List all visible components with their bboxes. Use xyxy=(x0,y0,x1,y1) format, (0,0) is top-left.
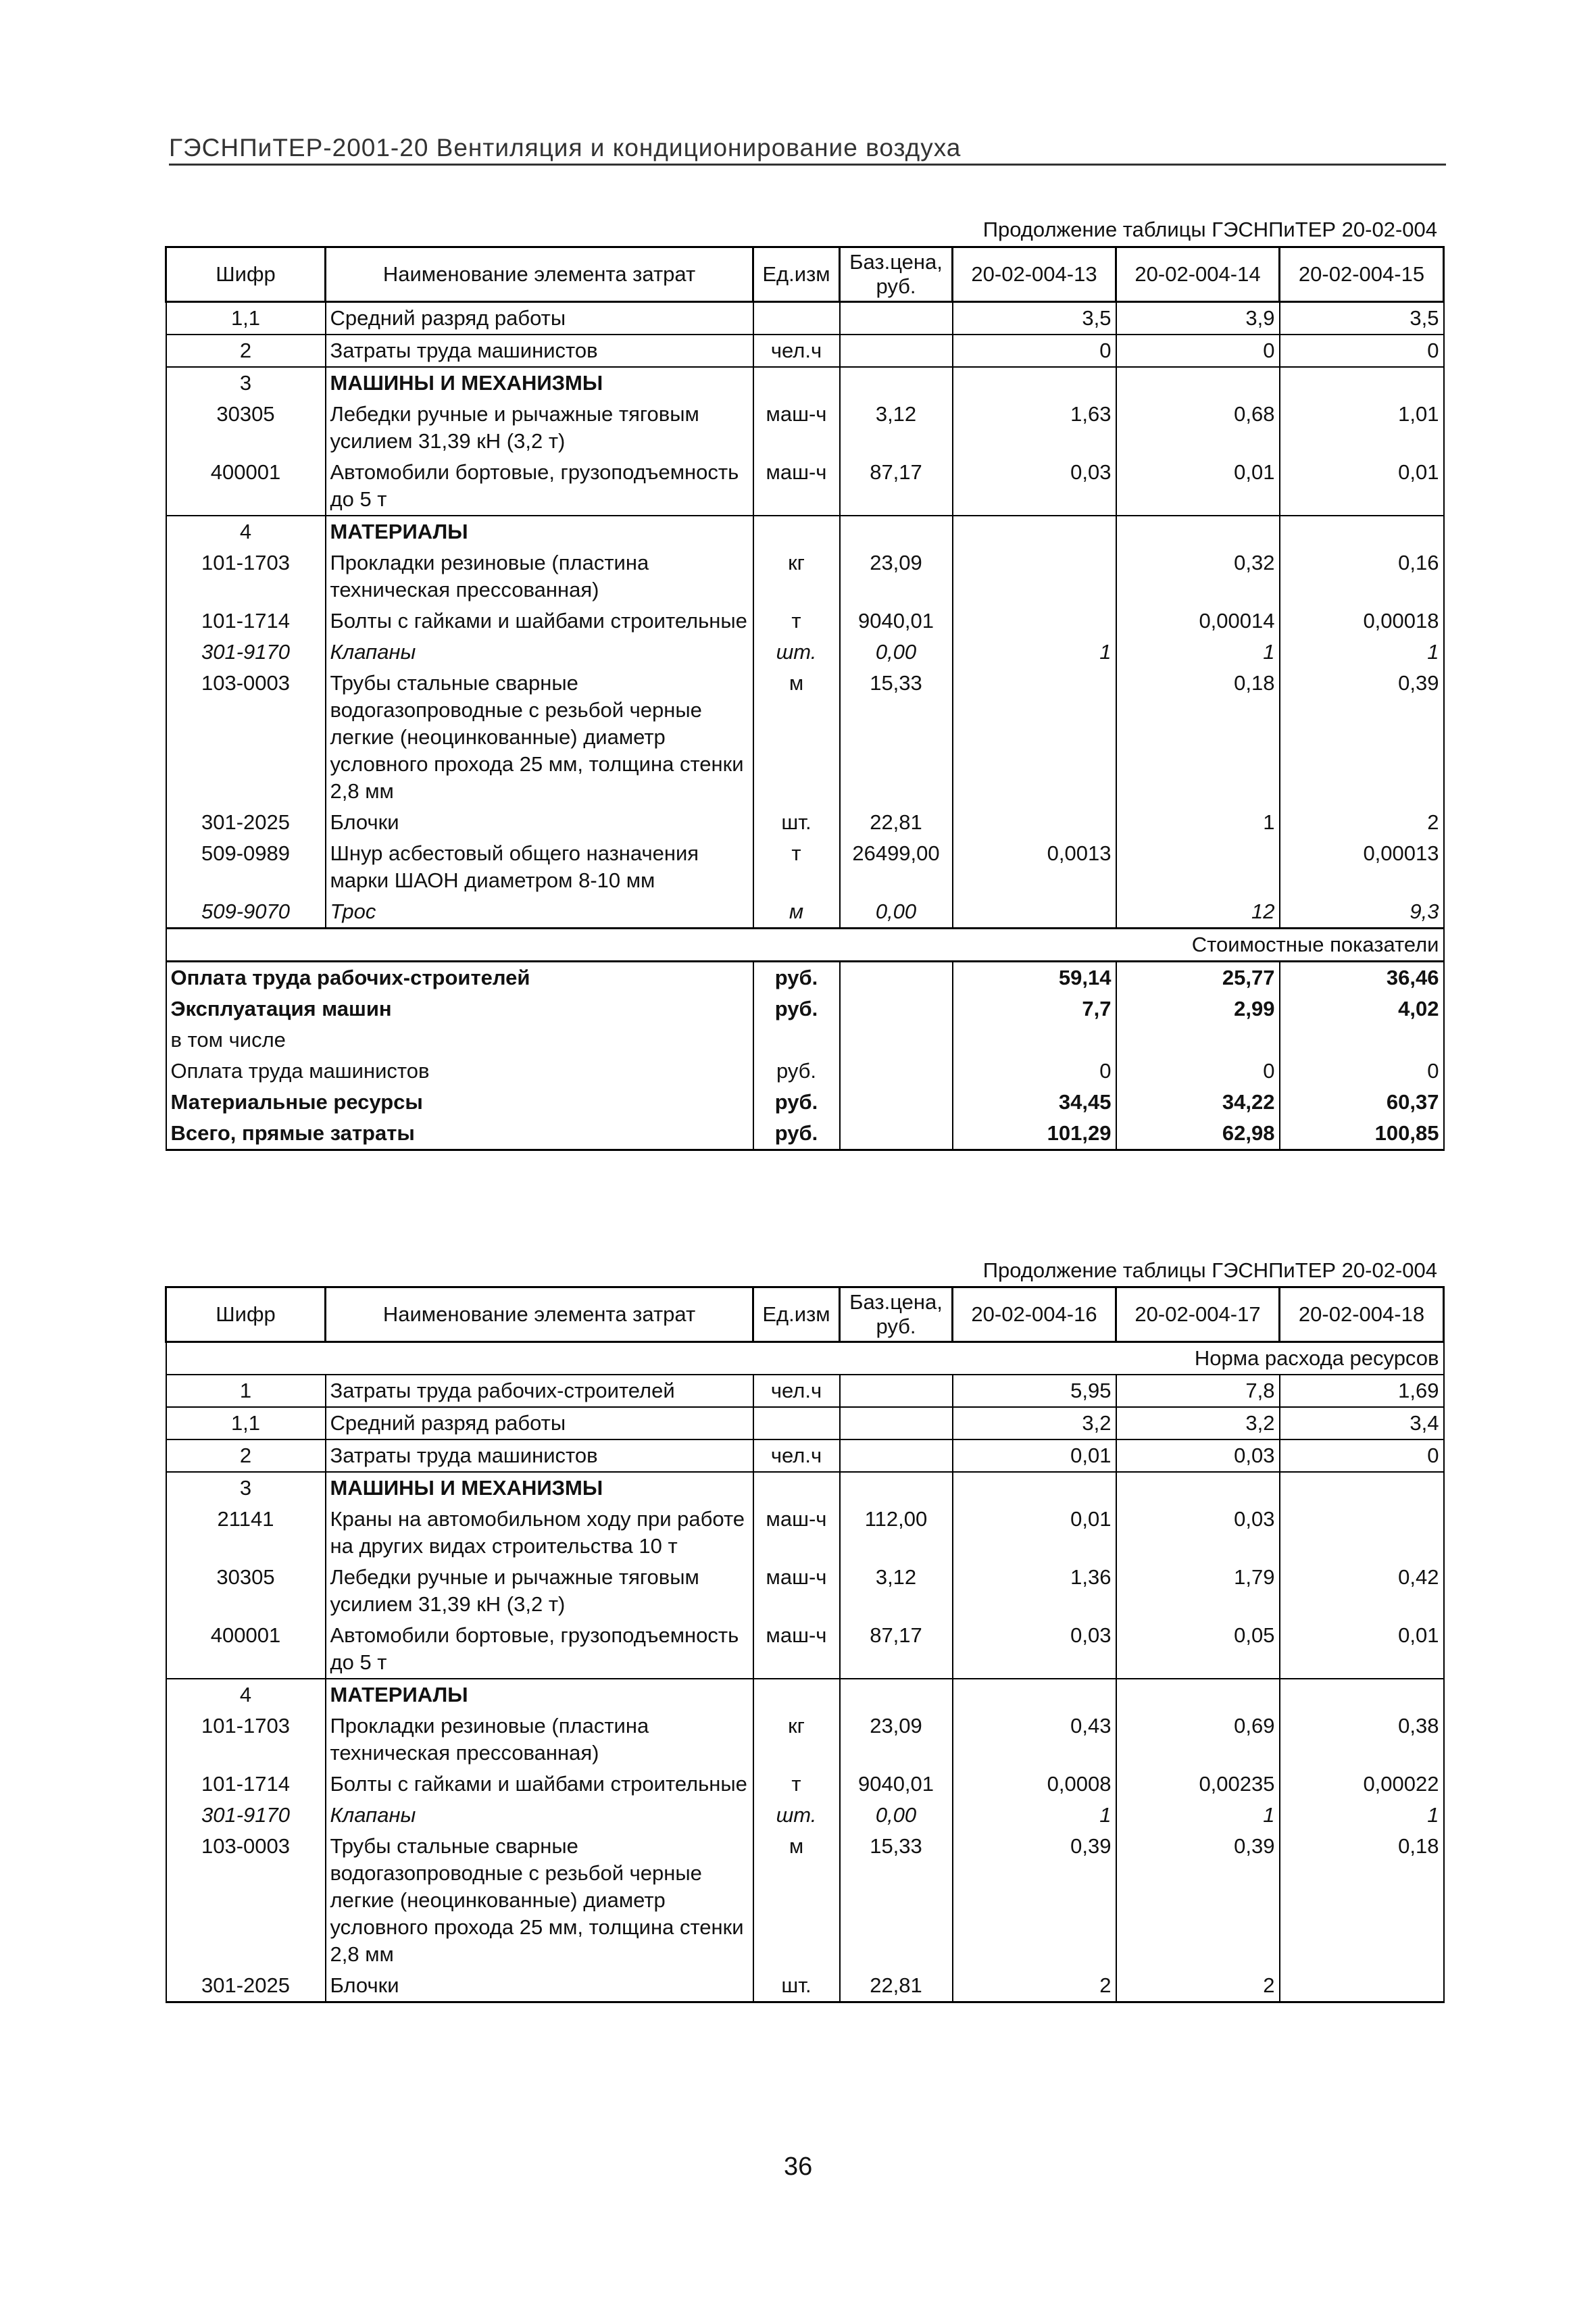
row-value xyxy=(1280,367,1444,399)
row-value xyxy=(1116,1679,1280,1710)
cost-unit: руб. xyxy=(753,1056,840,1087)
row-code: 4 xyxy=(166,1679,326,1710)
row-price: 9040,01 xyxy=(840,606,953,637)
cost-name: Оплата труда рабочих-строителей xyxy=(166,962,753,994)
row-unit: кг xyxy=(753,1710,840,1769)
row-name: Клапаны xyxy=(326,637,753,668)
table-row xyxy=(166,399,1444,457)
row-unit: т xyxy=(753,1769,840,1800)
row-unit: чел.ч xyxy=(753,1439,840,1472)
row-price xyxy=(840,1439,953,1472)
row-price xyxy=(840,1407,953,1439)
row-value: 0 xyxy=(953,335,1116,367)
row-name: Блочки xyxy=(326,1970,753,2002)
page-header: ГЭСНПиТЕР-2001-20 Вентиляция и кондиционирование воздуха xyxy=(169,134,1446,166)
row-value: 0,01 xyxy=(1116,457,1280,516)
row-value: 0,00018 xyxy=(1280,606,1444,637)
row-code: 101-1714 xyxy=(166,1769,326,1800)
table-row xyxy=(166,637,1444,668)
row-price xyxy=(840,1679,953,1710)
table-header-row xyxy=(166,247,1444,302)
table-row xyxy=(166,807,1444,838)
row-value xyxy=(1116,516,1280,547)
row-code: 1,1 xyxy=(166,1407,326,1439)
row-name: Трубы стальные сварные водогазопроводные с резьбой черные легкие (неоцинкованные) диаметр условного прохода 25 мм, толщина стенки 2,8 мм xyxy=(326,1831,753,1970)
row-unit: м xyxy=(753,1831,840,1970)
cost-row xyxy=(166,1056,1444,1087)
row-price: 112,00 xyxy=(840,1504,953,1562)
row-name: Краны на автомобильном ходу при работе на других видах строительства 10 т xyxy=(326,1504,753,1562)
row-price: 23,09 xyxy=(840,1710,953,1769)
table2 xyxy=(165,1286,1445,2003)
row-value: 0,18 xyxy=(1280,1831,1444,1970)
row-price: 15,33 xyxy=(840,1831,953,1970)
row-value xyxy=(1280,516,1444,547)
header-col-code: 20-02-004-13 xyxy=(953,247,1116,302)
cost-value: 101,29 xyxy=(953,1118,1116,1150)
cost-unit: руб. xyxy=(753,1118,840,1150)
row-unit: шт. xyxy=(753,1970,840,2002)
header-code: Шифр xyxy=(166,1287,326,1342)
row-name: Затраты труда машинистов xyxy=(326,335,753,367)
table-row xyxy=(166,896,1444,929)
cost-price-empty xyxy=(840,962,953,994)
row-unit: шт. xyxy=(753,1800,840,1831)
row-code: 509-9070 xyxy=(166,896,326,929)
row-code: 101-1703 xyxy=(166,1710,326,1769)
row-price xyxy=(840,335,953,367)
row-value: 3,2 xyxy=(1116,1407,1280,1439)
header-price: Баз.цена, руб. xyxy=(840,1287,953,1342)
row-code: 301-9170 xyxy=(166,1800,326,1831)
row-value: 1,36 xyxy=(953,1562,1116,1620)
row-value: 0,39 xyxy=(1280,668,1444,807)
row-value: 2 xyxy=(953,1970,1116,2002)
row-code: 101-1703 xyxy=(166,547,326,606)
row-value xyxy=(1280,1970,1444,2002)
row-value: 1,79 xyxy=(1116,1562,1280,1620)
row-price xyxy=(840,367,953,399)
row-value: 0,38 xyxy=(1280,1710,1444,1769)
row-unit: маш-ч xyxy=(753,457,840,516)
cost-price-empty xyxy=(840,1118,953,1150)
row-value: 0,01 xyxy=(953,1504,1116,1562)
row-value xyxy=(953,367,1116,399)
row-value: 0,0008 xyxy=(953,1769,1116,1800)
row-name: Средний разряд работы xyxy=(326,1407,753,1439)
row-code: 103-0003 xyxy=(166,1831,326,1970)
row-unit xyxy=(753,302,840,335)
row-value: 0,00013 xyxy=(1280,838,1444,896)
cost-value: 0 xyxy=(1280,1056,1444,1087)
row-value xyxy=(953,1472,1116,1504)
row-value: 0,68 xyxy=(1116,399,1280,457)
row-price: 3,12 xyxy=(840,1562,953,1620)
row-code: 1,1 xyxy=(166,302,326,335)
table-row xyxy=(166,606,1444,637)
table-row xyxy=(166,547,1444,606)
row-value xyxy=(953,668,1116,807)
header-col-code: 20-02-004-18 xyxy=(1280,1287,1444,1342)
cost-label: Стоимостные показатели xyxy=(166,929,1444,962)
table-row xyxy=(166,335,1444,367)
row-value xyxy=(953,1679,1116,1710)
row-unit xyxy=(753,1679,840,1710)
row-value: 1 xyxy=(1116,807,1280,838)
row-value: 7,8 xyxy=(1116,1375,1280,1407)
row-unit: м xyxy=(753,668,840,807)
row-value: 1,63 xyxy=(953,399,1116,457)
cost-value xyxy=(953,1025,1116,1056)
row-code: 1 xyxy=(166,1375,326,1407)
row-name: Трубы стальные сварные водогазопроводные с резьбой черные легкие (неоцинкованные) диаметр условного прохода 25 мм, толщина стенки 2,8 мм xyxy=(326,668,753,807)
cost-label-row xyxy=(166,929,1444,962)
cost-unit: руб. xyxy=(753,993,840,1025)
row-code: 509-0989 xyxy=(166,838,326,896)
row-unit: т xyxy=(753,606,840,637)
row-unit xyxy=(753,516,840,547)
row-unit: чел.ч xyxy=(753,1375,840,1407)
row-value: 1 xyxy=(953,1800,1116,1831)
header-col-code: 20-02-004-15 xyxy=(1280,247,1444,302)
row-name: Автомобили бортовые, грузоподъемность до 5 т xyxy=(326,1620,753,1679)
row-value: 0,01 xyxy=(1280,457,1444,516)
page-number: 36 xyxy=(784,2152,813,2181)
cost-name: Всего, прямые затраты xyxy=(166,1118,753,1150)
row-price: 0,00 xyxy=(840,637,953,668)
row-code: 103-0003 xyxy=(166,668,326,807)
row-name: Болты с гайками и шайбами строительные xyxy=(326,1769,753,1800)
row-code: 21141 xyxy=(166,1504,326,1562)
table-row xyxy=(166,1800,1444,1831)
row-price xyxy=(840,1472,953,1504)
row-price xyxy=(840,516,953,547)
table-row xyxy=(166,302,1444,335)
row-name: Клапаны xyxy=(326,1800,753,1831)
cost-value: 34,45 xyxy=(953,1087,1116,1118)
row-code: 30305 xyxy=(166,399,326,457)
row-unit: маш-ч xyxy=(753,399,840,457)
row-value: 0,03 xyxy=(953,457,1116,516)
header-price: Баз.цена, руб. xyxy=(840,247,953,302)
row-value: 0,00014 xyxy=(1116,606,1280,637)
cost-value: 36,46 xyxy=(1280,962,1444,994)
row-value: 0,43 xyxy=(953,1710,1116,1769)
row-code: 301-9170 xyxy=(166,637,326,668)
header-col-code: 20-02-004-17 xyxy=(1116,1287,1280,1342)
row-value: 1 xyxy=(1116,637,1280,668)
row-value: 3,2 xyxy=(953,1407,1116,1439)
row-value: 0,18 xyxy=(1116,668,1280,807)
table-row xyxy=(166,1375,1444,1407)
row-code: 301-2025 xyxy=(166,807,326,838)
row-value xyxy=(953,547,1116,606)
row-code: 2 xyxy=(166,335,326,367)
cost-unit xyxy=(753,1025,840,1056)
header-code: Шифр xyxy=(166,247,326,302)
row-value: 0 xyxy=(1280,335,1444,367)
table2-caption: Продолжение таблицы ГЭСНПиТЕР 20-02-004 xyxy=(982,1258,1437,1282)
row-price: 15,33 xyxy=(840,668,953,807)
row-price: 3,12 xyxy=(840,399,953,457)
table-row xyxy=(166,1504,1444,1562)
table-row xyxy=(166,1710,1444,1769)
row-value xyxy=(1280,1679,1444,1710)
row-name: Автомобили бортовые, грузоподъемность до 5 т xyxy=(326,457,753,516)
row-name: МАТЕРИАЛЫ xyxy=(326,1679,753,1710)
row-value: 0,69 xyxy=(1116,1710,1280,1769)
table-row xyxy=(166,367,1444,399)
row-name: МАТЕРИАЛЫ xyxy=(326,516,753,547)
row-value xyxy=(1116,367,1280,399)
row-value: 3,5 xyxy=(1280,302,1444,335)
row-value xyxy=(953,896,1116,929)
cost-value: 2,99 xyxy=(1116,993,1280,1025)
row-value: 0,39 xyxy=(953,1831,1116,1970)
cost-value: 60,37 xyxy=(1280,1087,1444,1118)
row-value xyxy=(953,807,1116,838)
row-value xyxy=(1116,1472,1280,1504)
cost-price-empty xyxy=(840,993,953,1025)
row-value xyxy=(1280,1504,1444,1562)
row-value: 0,05 xyxy=(1116,1620,1280,1679)
row-unit xyxy=(753,367,840,399)
header-col-code: 20-02-004-14 xyxy=(1116,247,1280,302)
row-code: 3 xyxy=(166,367,326,399)
table-row xyxy=(166,1970,1444,2002)
cost-row xyxy=(166,1025,1444,1056)
row-code: 301-2025 xyxy=(166,1970,326,2002)
row-name: Лебедки ручные и рычажные тяговым усилием 31,39 кН (3,2 т) xyxy=(326,399,753,457)
row-value: 2 xyxy=(1116,1970,1280,2002)
row-price: 0,00 xyxy=(840,1800,953,1831)
row-unit xyxy=(753,1407,840,1439)
row-price: 22,81 xyxy=(840,807,953,838)
row-code: 400001 xyxy=(166,457,326,516)
table-row xyxy=(166,1439,1444,1472)
cost-unit: руб. xyxy=(753,962,840,994)
row-name: Средний разряд работы xyxy=(326,302,753,335)
table-row xyxy=(166,1620,1444,1679)
row-value: 0,39 xyxy=(1116,1831,1280,1970)
row-price: 22,81 xyxy=(840,1970,953,2002)
cost-value: 7,7 xyxy=(953,993,1116,1025)
row-value: 0,00022 xyxy=(1280,1769,1444,1800)
row-value: 0,16 xyxy=(1280,547,1444,606)
cost-price-empty xyxy=(840,1056,953,1087)
row-value: 3,9 xyxy=(1116,302,1280,335)
table-row xyxy=(166,838,1444,896)
cost-name: Эксплуатация машин xyxy=(166,993,753,1025)
row-value: 0,03 xyxy=(1116,1439,1280,1472)
row-value: 12 xyxy=(1116,896,1280,929)
row-name: Лебедки ручные и рычажные тяговым усилием 31,39 кН (3,2 т) xyxy=(326,1562,753,1620)
row-value: 1 xyxy=(1116,1800,1280,1831)
cost-row xyxy=(166,962,1444,994)
row-code: 4 xyxy=(166,516,326,547)
row-value: 1 xyxy=(1280,637,1444,668)
row-value xyxy=(953,606,1116,637)
cost-value: 4,02 xyxy=(1280,993,1444,1025)
row-value: 9,3 xyxy=(1280,896,1444,929)
row-value: 1,69 xyxy=(1280,1375,1444,1407)
row-unit: т xyxy=(753,838,840,896)
cost-row xyxy=(166,1087,1444,1118)
cost-value: 100,85 xyxy=(1280,1118,1444,1150)
row-name: Трос xyxy=(326,896,753,929)
row-name: Прокладки резиновые (пластина техническая прессованная) xyxy=(326,1710,753,1769)
row-price: 26499,00 xyxy=(840,838,953,896)
header-col-code: 20-02-004-16 xyxy=(953,1287,1116,1342)
row-value: 1 xyxy=(953,637,1116,668)
row-value: 0,32 xyxy=(1116,547,1280,606)
row-unit: шт. xyxy=(753,807,840,838)
row-unit xyxy=(753,1472,840,1504)
header-unit: Ед.изм xyxy=(753,247,840,302)
row-value: 0,03 xyxy=(953,1620,1116,1679)
row-price xyxy=(840,1375,953,1407)
cost-value: 62,98 xyxy=(1116,1118,1280,1150)
row-unit: чел.ч xyxy=(753,335,840,367)
row-unit: маш-ч xyxy=(753,1504,840,1562)
norm-label: Норма расхода ресурсов xyxy=(166,1342,1444,1375)
row-name: Блочки xyxy=(326,807,753,838)
row-price: 87,17 xyxy=(840,457,953,516)
table-row xyxy=(166,1831,1444,1970)
row-value: 0,01 xyxy=(1280,1620,1444,1679)
row-value: 3,5 xyxy=(953,302,1116,335)
row-value: 0 xyxy=(1280,1439,1444,1472)
header-name: Наименование элемента затрат xyxy=(326,247,753,302)
table-row xyxy=(166,516,1444,547)
table-row xyxy=(166,668,1444,807)
row-name: МАШИНЫ И МЕХАНИЗМЫ xyxy=(326,1472,753,1504)
row-value: 5,95 xyxy=(953,1375,1116,1407)
row-value: 1,01 xyxy=(1280,399,1444,457)
norm-label-row xyxy=(166,1342,1444,1375)
cost-row xyxy=(166,1118,1444,1150)
cost-value xyxy=(1116,1025,1280,1056)
cost-name: Материальные ресурсы xyxy=(166,1087,753,1118)
row-price: 9040,01 xyxy=(840,1769,953,1800)
row-unit: кг xyxy=(753,547,840,606)
row-code: 2 xyxy=(166,1439,326,1472)
cost-price-empty xyxy=(840,1025,953,1056)
row-value xyxy=(1116,838,1280,896)
row-value: 1 xyxy=(1280,1800,1444,1831)
header-name: Наименование элемента затрат xyxy=(326,1287,753,1342)
row-code: 400001 xyxy=(166,1620,326,1679)
row-name: Затраты труда машинистов xyxy=(326,1439,753,1472)
cost-value: 0 xyxy=(1116,1056,1280,1087)
table-header-row xyxy=(166,1287,1444,1342)
row-unit: м xyxy=(753,896,840,929)
table-row xyxy=(166,1679,1444,1710)
row-name: Затраты труда рабочих-строителей xyxy=(326,1375,753,1407)
header-unit: Ед.изм xyxy=(753,1287,840,1342)
table1-caption: Продолжение таблицы ГЭСНПиТЕР 20-02-004 xyxy=(982,218,1437,241)
cost-row xyxy=(166,993,1444,1025)
row-value: 2 xyxy=(1280,807,1444,838)
cost-name: Оплата труда машинистов xyxy=(166,1056,753,1087)
row-price: 0,00 xyxy=(840,896,953,929)
table1 xyxy=(165,246,1445,1151)
row-price: 23,09 xyxy=(840,547,953,606)
row-value: 0,0013 xyxy=(953,838,1116,896)
row-price xyxy=(840,302,953,335)
row-name: Прокладки резиновые (пластина техническая прессованная) xyxy=(326,547,753,606)
row-value xyxy=(953,516,1116,547)
row-value: 0,00235 xyxy=(1116,1769,1280,1800)
row-code: 101-1714 xyxy=(166,606,326,637)
cost-price-empty xyxy=(840,1087,953,1118)
row-value: 0,03 xyxy=(1116,1504,1280,1562)
row-value xyxy=(1280,1472,1444,1504)
row-value: 0 xyxy=(1116,335,1280,367)
table-row xyxy=(166,1769,1444,1800)
row-value: 0,01 xyxy=(953,1439,1116,1472)
row-unit: маш-ч xyxy=(753,1562,840,1620)
cost-unit: руб. xyxy=(753,1087,840,1118)
row-name: МАШИНЫ И МЕХАНИЗМЫ xyxy=(326,367,753,399)
row-value: 3,4 xyxy=(1280,1407,1444,1439)
row-unit: шт. xyxy=(753,637,840,668)
cost-value xyxy=(1280,1025,1444,1056)
row-name: Болты с гайками и шайбами строительные xyxy=(326,606,753,637)
row-code: 30305 xyxy=(166,1562,326,1620)
table-row xyxy=(166,1407,1444,1439)
row-value: 0,42 xyxy=(1280,1562,1444,1620)
cost-value: 0 xyxy=(953,1056,1116,1087)
table-row xyxy=(166,1562,1444,1620)
row-code: 3 xyxy=(166,1472,326,1504)
row-unit: маш-ч xyxy=(753,1620,840,1679)
table-row xyxy=(166,457,1444,516)
row-price: 87,17 xyxy=(840,1620,953,1679)
table-row xyxy=(166,1472,1444,1504)
cost-name: в том числе xyxy=(166,1025,753,1056)
cost-value: 34,22 xyxy=(1116,1087,1280,1118)
cost-value: 25,77 xyxy=(1116,962,1280,994)
cost-value: 59,14 xyxy=(953,962,1116,994)
row-name: Шнур асбестовый общего назначения марки ШАОН диаметром 8-10 мм xyxy=(326,838,753,896)
